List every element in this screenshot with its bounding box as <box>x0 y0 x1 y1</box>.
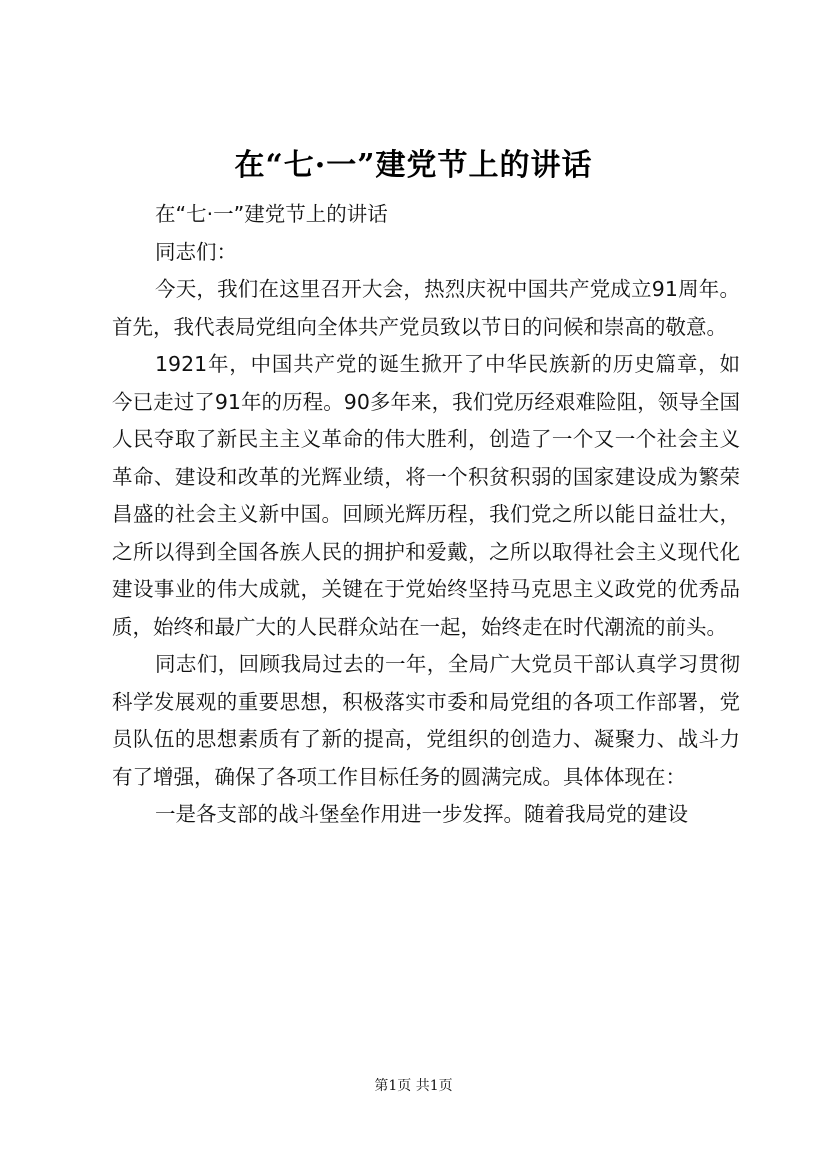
paragraph-subtitle: 在“七·一”建党节上的讲话 <box>155 202 388 226</box>
paragraph-review: 同志们，回顾我局过去的一年，全局广大党员干部认真学习贯彻科学发展观的重要思想，积极落实市委和局党组的各项工作部署，党员队伍的思想素质有了新的提高，党组织的创造力、凝聚力、战斗力有了增强，确保了各项工作目标任务的圆满完成。具体体现在： <box>112 652 740 789</box>
document-title: 在“七·一”建党节上的讲话 <box>234 148 593 183</box>
page-footer: 第1页 共1页 <box>374 1078 453 1094</box>
paragraph-opening: 今天，我们在这里召开大会，热烈庆祝中国共产党成立91周年。首先，我代表局党组向全体共产党员致以节日的问候和崇高的敬意。 <box>112 277 740 339</box>
paragraph-history: 1921年，中国共产党的诞生掀开了中华民族新的历史篇章，如今已走过了91年的历程。90多年来，我们党历经艰难险阻，领导全国人民夺取了新民主主义革命的伟大胜利，创造了一个又一个社会主义革命、建设和改革的光辉业绩，将一个积贫积弱的国家建设成为繁荣昌盛的社会主义新中国。回顾光辉历程，我们党之所以能日益壮大，之所以得到全国各族人民的拥护和爱戴，之所以取得社会主义现代化建设事业的伟大成就，关键在于党始终坚持马克思主义政党的优秀品质，始终和最广大的人民群众站在一起，始终走在时代潮流的前头。 <box>112 352 740 639</box>
paragraph-salutation: 同志们： <box>155 239 237 264</box>
document-body <box>112 196 740 834</box>
paragraph-point-one: 一是各支部的战斗堡垒作用进一步发挥。随着我局党的建设 <box>155 802 688 826</box>
